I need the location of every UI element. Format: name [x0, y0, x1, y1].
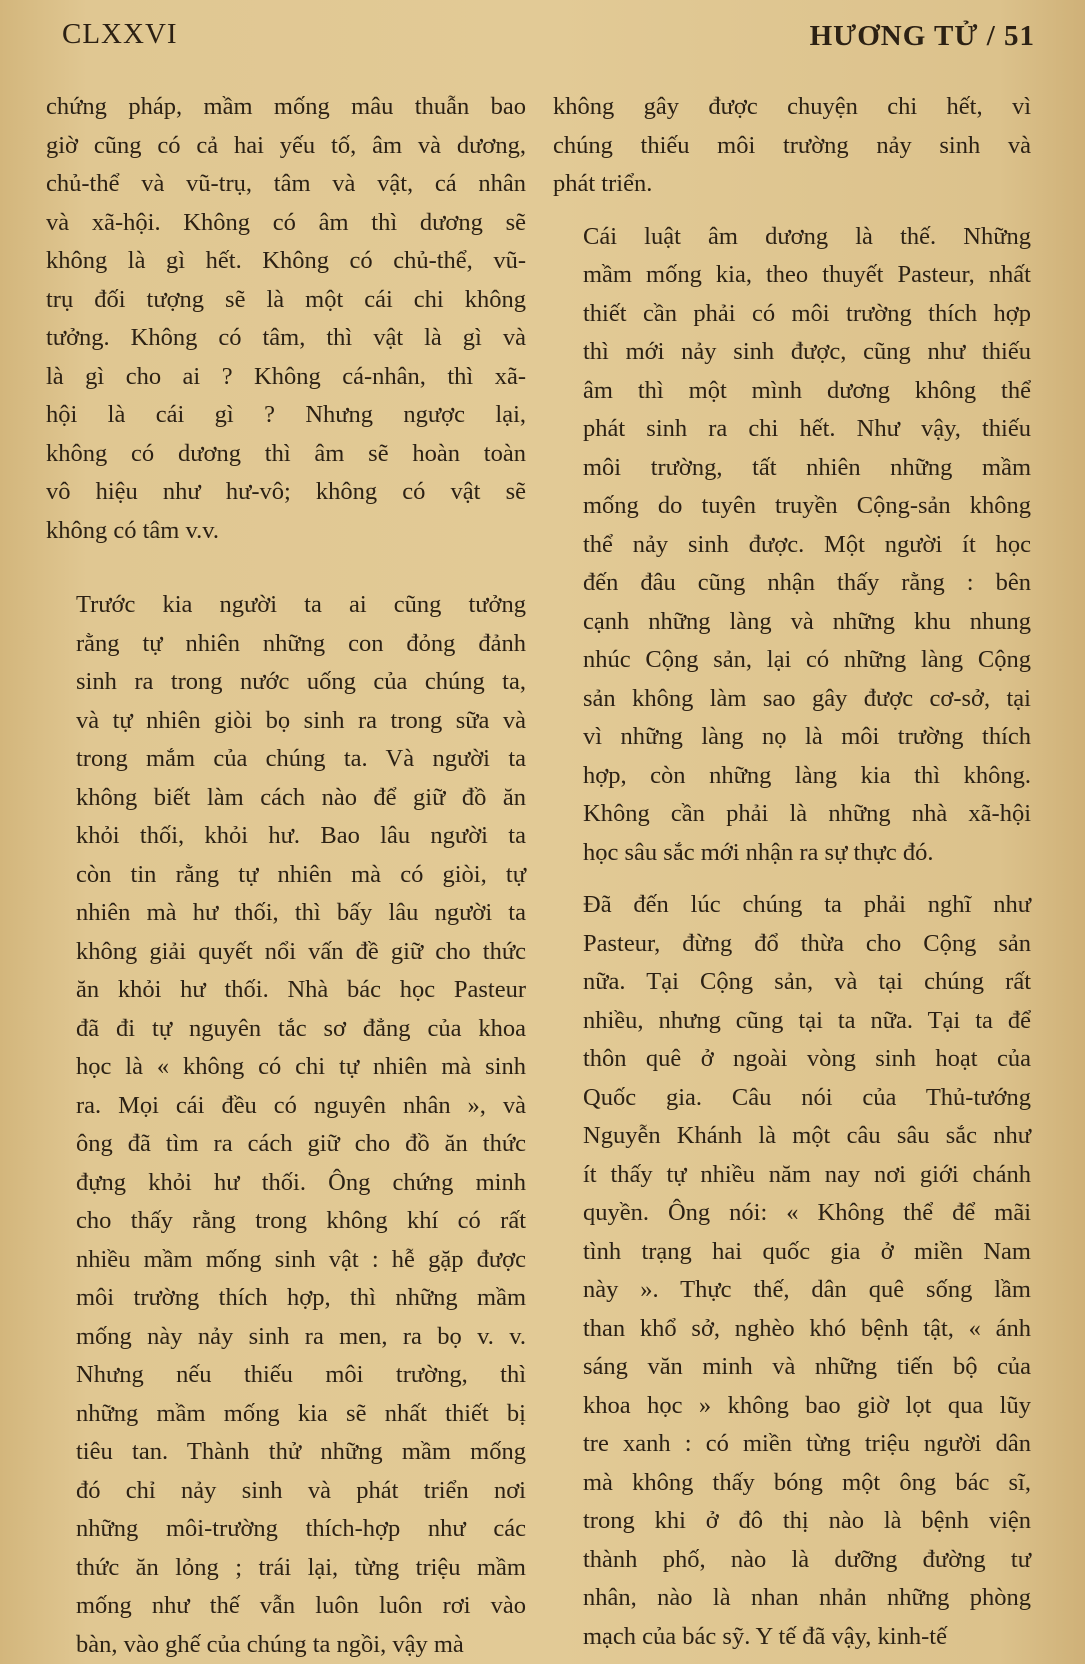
- text-line: vì những làng nọ là môi trường thích: [583, 723, 1031, 750]
- text-line: trụ đối tượng sẽ là một cái chi không: [46, 285, 526, 313]
- text-line: đó chỉ nảy sinh và phát triển nơi: [76, 1476, 526, 1504]
- text-line: quyền. Ông nói: « Không thể để mãi: [583, 1199, 1031, 1226]
- text-line: than khổ sở, nghèo khó bệnh tật, « ánh: [583, 1314, 1031, 1342]
- text-line: là gì cho ai ? Không cá-nhân, thì xã-: [46, 362, 526, 390]
- text-line: giờ cũng có cả hai yếu tố, âm và dương,: [46, 131, 526, 159]
- text-line: mống này nảy sinh ra men, ra bọ v. v.: [76, 1322, 526, 1350]
- text-line: chứng pháp, mầm mống mâu thuẫn bao: [46, 93, 526, 120]
- text-line: đựng khỏi hư thối. Ông chứng minh: [76, 1168, 526, 1196]
- left-column: [46, 88, 526, 1664]
- text-line: không biết làm cách nào để giữ đồ ăn: [76, 783, 526, 811]
- text-line: thức ăn lỏng ; trái lại, từng triệu mầm: [76, 1553, 526, 1581]
- text-line: thôn quê ở ngoài vòng sinh hoạt của: [583, 1045, 1031, 1072]
- text-line: cạnh những làng và những khu nhung: [583, 607, 1031, 635]
- text-line: đến đâu cũng nhận thấy rằng : bên: [583, 569, 1031, 596]
- text-line: nhiên mà hư thối, thì bấy lâu người ta: [76, 899, 526, 926]
- text-line: khỏi thối, khỏi hư. Bao lâu người ta: [76, 822, 526, 849]
- text-line: vô hiệu như hư-vô; không có vật sẽ: [46, 478, 526, 505]
- text-line: Nhưng nếu thiếu môi trường, thì: [76, 1361, 526, 1388]
- text-line: mạch của bác sỹ. Y tế đã vậy, kinh-tế: [583, 1622, 947, 1650]
- text-line: ông đã tìm ra cách giữ cho đồ ăn thức: [76, 1130, 526, 1157]
- text-line: tình trạng hai quốc gia ở miền Nam: [583, 1237, 1031, 1265]
- text-line: Cái luật âm dương là thế. Những: [583, 222, 1031, 250]
- text-line: Nguyễn Khánh là một câu sâu sắc như: [583, 1122, 1031, 1149]
- text-line: rằng tự nhiên những con đỏng đảnh: [76, 629, 526, 657]
- text-line: tre xanh : có miền từng triệu người dân: [583, 1430, 1031, 1457]
- text-line: âm thì một mình dương không thể: [583, 376, 1031, 404]
- paragraph-yin-yang-law: [553, 218, 1031, 873]
- text-line: hợp, còn những làng kia thì không.: [583, 761, 1031, 789]
- text-line: học là « không có chi tự nhiên mà sinh: [76, 1053, 526, 1080]
- text-line: phát sinh ra chi hết. Như vậy, thiếu: [583, 415, 1031, 442]
- text-line: chủ-thể và vũ-trụ, tâm và vật, cá nhân: [46, 170, 526, 197]
- text-line: môi trường, tất nhiên những mầm: [583, 453, 1031, 481]
- text-line: cho thấy rằng trong không khí có rất: [76, 1207, 526, 1234]
- text-line: mống do tuyên truyền Cộng-sản không: [583, 492, 1031, 519]
- text-line: và xã-hội. Không có âm thì dương sẽ: [46, 208, 526, 236]
- text-line: tưởng. Không có tâm, thì vật là gì và: [46, 324, 526, 351]
- text-line: sản không làm sao gây được cơ-sở, tại: [583, 684, 1031, 712]
- text-line: những môi-trường thích-hợp như các: [76, 1515, 526, 1542]
- text-line: nhúc Cộng sản, lại có những làng Cộng: [583, 646, 1031, 673]
- text-line: không có tâm v.v.: [46, 516, 220, 544]
- text-line: sinh ra trong nước uống của chúng ta,: [76, 668, 526, 695]
- paragraph-continuation: [553, 88, 1031, 204]
- text-line: mầm mống kia, theo thuyết Pasteur, nhất: [583, 261, 1031, 288]
- text-line: ra. Mọi cái đều có nguyên nhân », và: [76, 1091, 526, 1119]
- paragraph-pasteur: [46, 586, 526, 1664]
- text-line: tiêu tan. Thành thử những mầm mống: [76, 1438, 526, 1465]
- text-line: nhân, nào là nhan nhản những phòng: [583, 1584, 1031, 1611]
- text-line: thiết cần phải có môi trường thích hợp: [583, 299, 1031, 327]
- text-line: không giải quyết nổi vấn đề giữ cho thức: [76, 937, 526, 965]
- text-line: ít thấy tự nhiều năm nay nơi giới chánh: [583, 1160, 1031, 1188]
- text-line: và tự nhiên giòi bọ sinh ra trong sữa và: [76, 706, 526, 734]
- text-line: môi trường thích hợp, thì những mầm: [76, 1284, 526, 1311]
- text-line: những mầm mống kia sẽ nhất thiết bị: [76, 1399, 526, 1427]
- text-line: nhiều, nhưng cũng tại ta nữa. Tại ta để: [583, 1006, 1031, 1034]
- text-line: không có dương thì âm sẽ hoàn toàn: [46, 439, 526, 467]
- volume-number: CLXXVI: [62, 18, 178, 50]
- text-line: Trước kia người ta ai cũng tưởng: [76, 591, 526, 618]
- right-column: [553, 88, 1031, 1656]
- text-line: Pasteur, đừng đổ thừa cho Cộng sản: [583, 929, 1031, 957]
- paragraph-countryside: [553, 886, 1031, 1656]
- text-line: Đã đến lúc chúng ta phải nghĩ như: [583, 891, 1031, 918]
- text-line: Không cần phải là những nhà xã-hội: [583, 800, 1031, 827]
- text-line: sáng văn minh và những tiến bộ của: [583, 1353, 1031, 1380]
- text-line: bàn, vào ghế của chúng ta ngồi, vậy mà: [76, 1630, 464, 1658]
- text-line: mống như thế vẫn luôn luôn rơi vào: [76, 1592, 526, 1619]
- paragraph-dialectic: [46, 88, 526, 550]
- text-line: phát triển.: [553, 170, 653, 197]
- text-line: này ». Thực thế, dân quê sống lầm: [583, 1276, 1031, 1303]
- text-line: học sâu sắc mới nhận ra sự thực đó.: [583, 838, 934, 866]
- text-line: hội là cái gì ? Nhưng ngược lại,: [46, 401, 526, 428]
- text-line: trong mắm của chúng ta. Và người ta: [76, 745, 526, 772]
- text-line: trong khi ở đô thị nào là bệnh viện: [583, 1507, 1031, 1534]
- text-line: nhiều mầm mống sinh vật : hễ gặp được: [76, 1245, 526, 1273]
- author-page-number: HƯƠNG TỬ / 51: [809, 20, 1035, 52]
- page-header: [60, 14, 1035, 64]
- text-line: nữa. Tại Cộng sản, và tại chúng rất: [583, 968, 1031, 995]
- text-line: ăn khỏi hư thối. Nhà bác học Pasteur: [76, 976, 526, 1003]
- text-line: còn tin rằng tự nhiên mà có giòi, tự: [76, 860, 526, 888]
- text-line: Quốc gia. Câu nói của Thủ-tướng: [583, 1083, 1031, 1111]
- text-line: chúng thiếu môi trường nảy sinh và: [553, 131, 1031, 159]
- text-line: đã đi tự nguyên tắc sơ đẳng của khoa: [76, 1014, 526, 1042]
- text-line: không là gì hết. Không có chủ-thể, vũ-: [46, 247, 526, 274]
- text-line: không gây được chuyện chi hết, vì: [553, 93, 1031, 120]
- text-line: thể nảy sinh được. Một người ít học: [583, 530, 1031, 558]
- text-line: khoa học » không bao giờ lọt qua lũy: [583, 1391, 1031, 1419]
- text-line: mà không thấy bóng một ông bác sĩ,: [583, 1468, 1031, 1496]
- text-line: thì mới nảy sinh được, cũng như thiếu: [583, 338, 1031, 365]
- text-line: thành phố, nào là dưỡng đường tư: [583, 1545, 1031, 1573]
